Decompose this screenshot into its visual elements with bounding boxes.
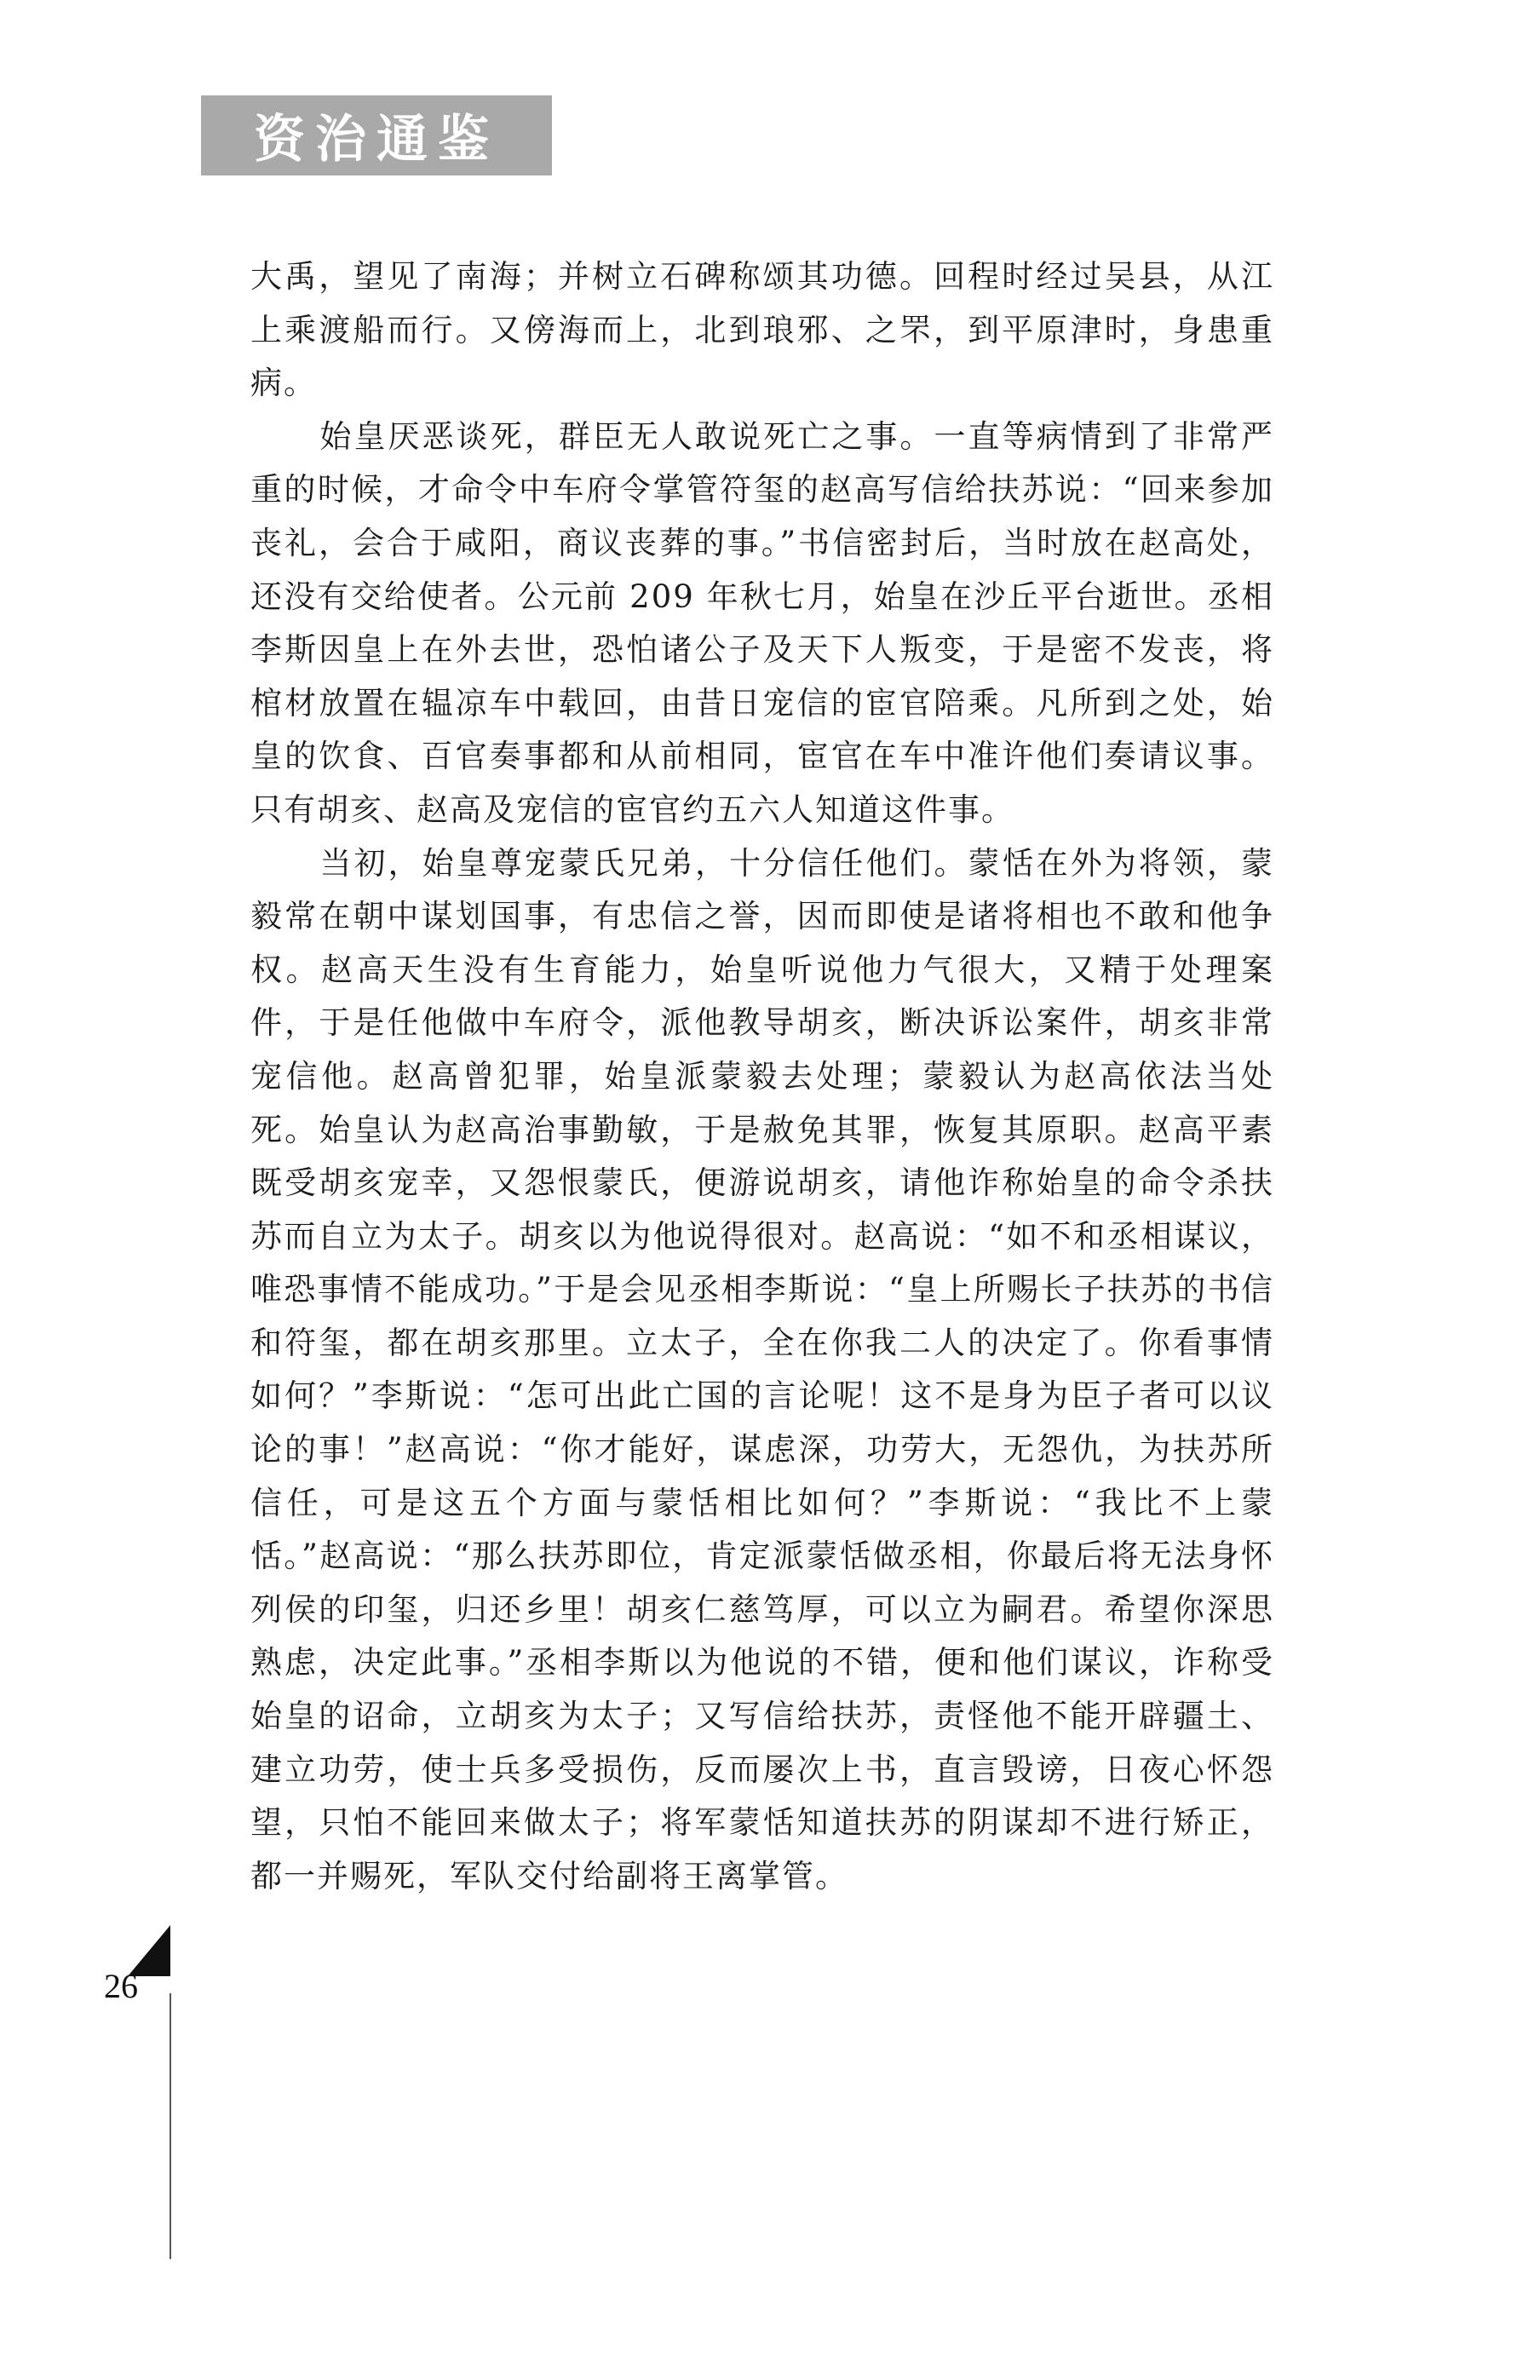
margin-rule — [170, 1993, 171, 2259]
book-title: 资治通鉴 — [254, 110, 499, 170]
book-title-banner — [201, 95, 552, 175]
paragraph: 当初，始皇尊宠蒙氏兄弟，十分信任他们。蒙恬在外为将领，蒙毅常在朝中谋划国事，有忠信之誉，因而即使是诸将相也不敢和他争权。赵高天生没有生育能力，始皇听说他力气很大，又精于处理案件，于是任他做中车府令，派他教导胡亥，断决诉讼案件，胡亥非常宠信他。赵高曾犯罪，始皇派蒙毅去处理；蒙毅认为赵高依法当处死。始皇认为赵高治事勤敏，于是赦免其罪，恢复其原职。赵高平素既受胡亥宠幸，又怨恨蒙氏，便游说胡亥，请他诈称始皇的命令杀扶苏而自立为太子。胡亥以为他说得很对。赵高说：“如不和丞相谋议，唯恐事情不能成功。”于是会见丞相李斯说：“皇上所赐长子扶苏的书信和符玺，都在胡亥那里。立太子，全在你我二人的决定了。你看事情如何？”李斯说：“怎可出此亡国的言论呢！这不是身为臣子者可以议论的事！”赵高说：“你才能好，谋虑深，功劳大，无怨仇，为扶苏所信任，可是这五个方面与蒙恬相比如何？”李斯说：“我比不上蒙恬。”赵高说：“那么扶苏即位，肯定派蒙恬做丞相，你最后将无法身怀列侯的印玺，归还乡里！胡亥仁慈笃厚，可以立为嗣君。希望你深思熟虑，决定此事。”丞相李斯以为他说的不错，便和他们谋议，诈称受始皇的诏命，立胡亥为太子；又写信给扶苏，责怪他不能开辟疆土、建立功劳，使士兵多受损伤，反而屡次上书，直言毁谤，日夜心怀怨望，只怕不能回来做太子；将军蒙恬知道扶苏的阴谋却不进行矫正，都一并赐死，军队交付给副将王离掌管。 — [250, 844, 1274, 1894]
page-body — [250, 250, 1274, 1903]
paragraph: 大禹，望见了南海；并树立石碑称颂其功德。回程时经过吴县，从江上乘渡船而行。又傍海而上，北到琅邪、之罘，到平原津时，身患重病。 — [250, 258, 1274, 402]
page-number: 26 — [104, 1967, 138, 2005]
paragraph: 始皇厌恶谈死，群臣无人敢说死亡之事。一直等病情到了非常严重的时候，才命令中车府令掌管符玺的赵高写信给扶苏说：“回来参加丧礼，会合于咸阳，商议丧葬的事。”书信密封后，当时放在赵高处，还没有交给使者。公元前 209 年秋七月，始皇在沙丘平台逝世。丞相李斯因皇上在外去世，恐怕诸公子及天下人叛变，于是密不发丧，将棺材放置在辒凉车中载回，由昔日宠信的宦官陪乘。凡所到之处，始皇的饮食、百官奏事都和从前相同，宦官在车中准许他们奏请议事。只有胡亥、赵高及宠信的宦官约五六人知道这件事。 — [250, 417, 1274, 828]
